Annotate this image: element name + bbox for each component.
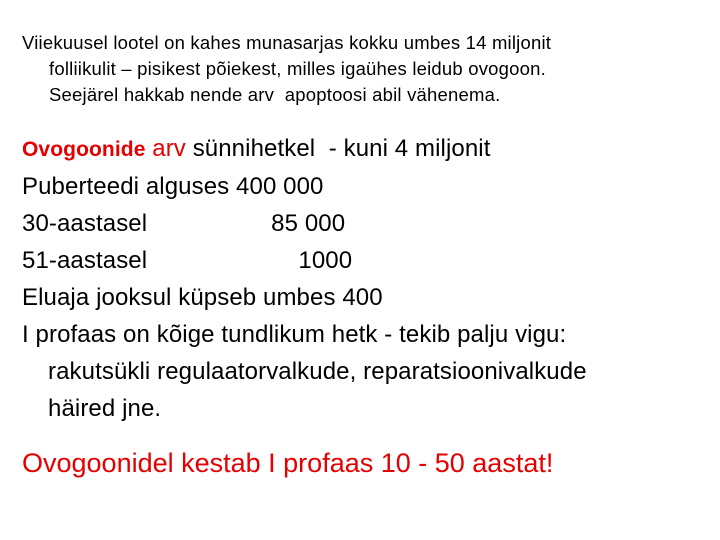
age51-value: 1000	[298, 247, 353, 274]
prophase-line-3: häired jne.	[48, 395, 162, 422]
intro-paragraph	[22, 30, 712, 108]
prophase-line-1: I profaas on kõige tundlikum hetk - tekib palju vigu:	[22, 321, 567, 348]
lifetime-line: Eluaja jooksul küpseb umbes 400	[22, 284, 383, 311]
ovogoonide-label: Ovogoonide	[22, 138, 146, 161]
arv-word: arv	[145, 135, 186, 162]
prophase-line-2: rakutsükli regulaatorvalkude, reparatsioonivalkude	[48, 358, 587, 385]
final-exclamation: !	[545, 448, 554, 478]
stats-list	[22, 130, 712, 427]
age51-label: 51-aastasel	[22, 247, 148, 274]
birth-count-line	[22, 130, 712, 168]
final-statement	[22, 443, 553, 483]
final-text: Ovogoonidel kestab I profaas 10 - 50 aastat	[22, 448, 546, 478]
intro-line-3: Seejärel hakkab nende arv apoptoosi abil vähenema.	[49, 84, 501, 105]
age30-value: 85 000	[271, 210, 346, 237]
age30-count-line	[22, 205, 712, 242]
age30-label: 30-aastasel	[22, 210, 148, 237]
birth-count-text: sünnihetkel - kuni 4 miljonit	[185, 135, 491, 162]
intro-line-1: Viiekuusel lootel on kahes munasarjas kokku umbes 14 miljonit	[22, 32, 552, 53]
puberty-count-line: Puberteedi alguses 400 000	[22, 173, 324, 200]
intro-line-2: folliikulit – pisikest põiekest, milles igaühes leidub ovogoon.	[49, 58, 546, 79]
age51-count-line	[22, 242, 712, 279]
